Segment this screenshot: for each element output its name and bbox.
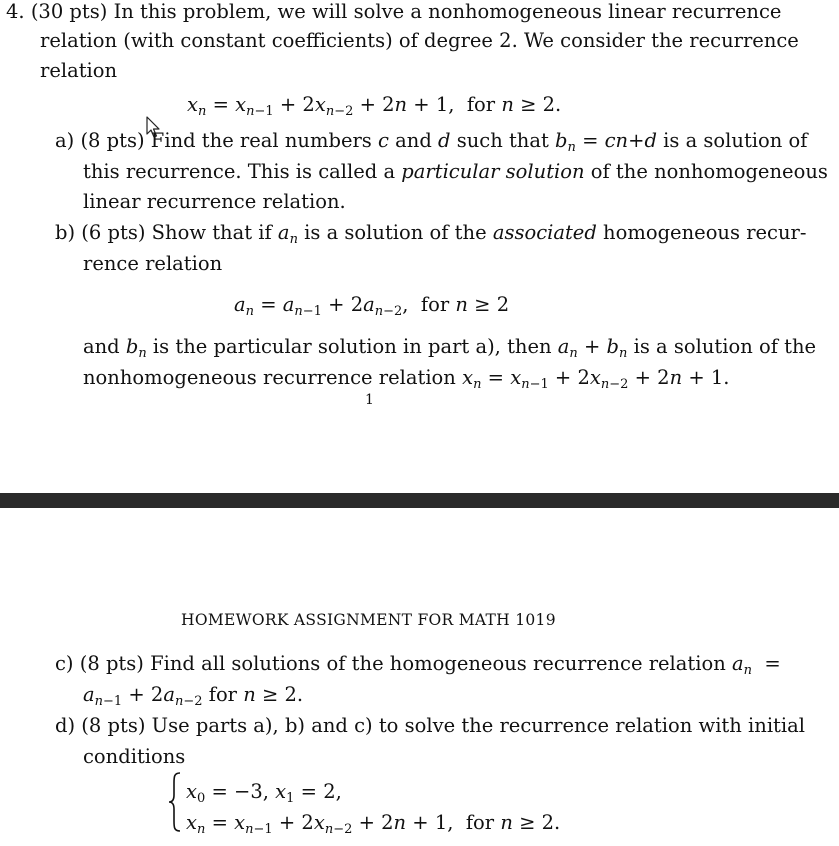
part-d-line-2: conditions <box>83 745 186 768</box>
part-a-points: (8 pts) <box>80 129 145 152</box>
main-equation-for: for <box>466 93 496 116</box>
part-a-line-3: linear recurrence relation. <box>83 190 346 213</box>
part-a-line-2-post: of the nonhomogeneous <box>584 160 828 183</box>
part-b-emphasis: associated <box>492 221 597 244</box>
part-b-equation-for: for <box>420 293 450 316</box>
left-brace-icon <box>168 771 182 833</box>
part-d-system-line-2: $x_n = x_{n-1} + 2x_{n-2} + 2n + 1$, for n ≥ 2. <box>186 811 561 837</box>
part-b-line-2: rence relation <box>83 252 223 275</box>
problem-number: 4. <box>6 0 25 23</box>
part-b-equation: $a_n = a_{n-1} + 2a_{n-2}$, for n ≥ 2 <box>234 293 510 319</box>
problem-intro-text: (30 pts) In this problem, we will solve a nonhomogeneous linear recurrence <box>30 0 782 23</box>
part-d-text: Use parts a), b) and c) to solve the recurrence relation with initial <box>151 714 805 737</box>
part-b-label: b) <box>55 221 76 244</box>
part-c-points: (8 pts) <box>79 652 144 675</box>
part-b-points: (6 pts) <box>81 221 146 244</box>
part-b-line-4: nonhomogeneous recurrence relation $x_n = x_{n-1} + 2x_{n-2} + 2n + 1$. <box>83 366 730 392</box>
running-head: HOMEWORK ASSIGNMENT FOR MATH 1019 <box>181 611 556 629</box>
pdf-page-2 <box>0 508 839 846</box>
part-a-line-2 <box>83 160 828 184</box>
part-b-line-3: and $b_n$ is the particular solution in part a), then $a_n + b_n$ is a solution of the <box>83 335 817 361</box>
part-d-system-for: for <box>465 811 495 834</box>
part-d-points: (8 pts) <box>81 714 146 737</box>
page-separator <box>0 493 839 508</box>
part-c-label: c) <box>55 652 74 675</box>
part-c-line-2: $a_{n-1} + 2a_{n-2}$ for n ≥ 2. <box>83 683 304 709</box>
page-number: 1 <box>365 392 374 408</box>
part-d-system-line-1: $x_0 = -3$, $x_1 = 2$, <box>186 780 342 806</box>
part-a-label: a) <box>55 129 75 152</box>
part-d-line-1 <box>55 714 805 738</box>
problem-intro-line-1 <box>6 0 781 24</box>
problem-intro-line-2: relation (with constant coefficients) of degree 2. We consider the recurrence <box>40 29 799 52</box>
part-a-emphasis: particular solution <box>401 160 585 183</box>
main-equation: $x_n = x_{n-1} + 2x_{n-2} + 2n + 1$, for n ≥ 2. <box>187 93 562 119</box>
part-d-label: d) <box>55 714 76 737</box>
part-a-text: Find the real numbers c and d such that $b_n = cn+d$ is a solution of <box>150 129 808 155</box>
part-c-line-1: c) (8 pts) Find all solutions of the homogeneous recurrence relation $a_n$ = <box>55 652 781 678</box>
part-a-line-2-pre: this recurrence. This is called a <box>83 160 402 183</box>
part-a-line-1 <box>55 129 807 153</box>
part-b-line-1 <box>55 221 806 245</box>
part-b-text-pre: Show that if $a_n$ is a solution of the <box>151 221 493 247</box>
problem-intro-line-3: relation <box>40 59 118 82</box>
part-b-text-post: homogeneous recur- <box>596 221 807 244</box>
